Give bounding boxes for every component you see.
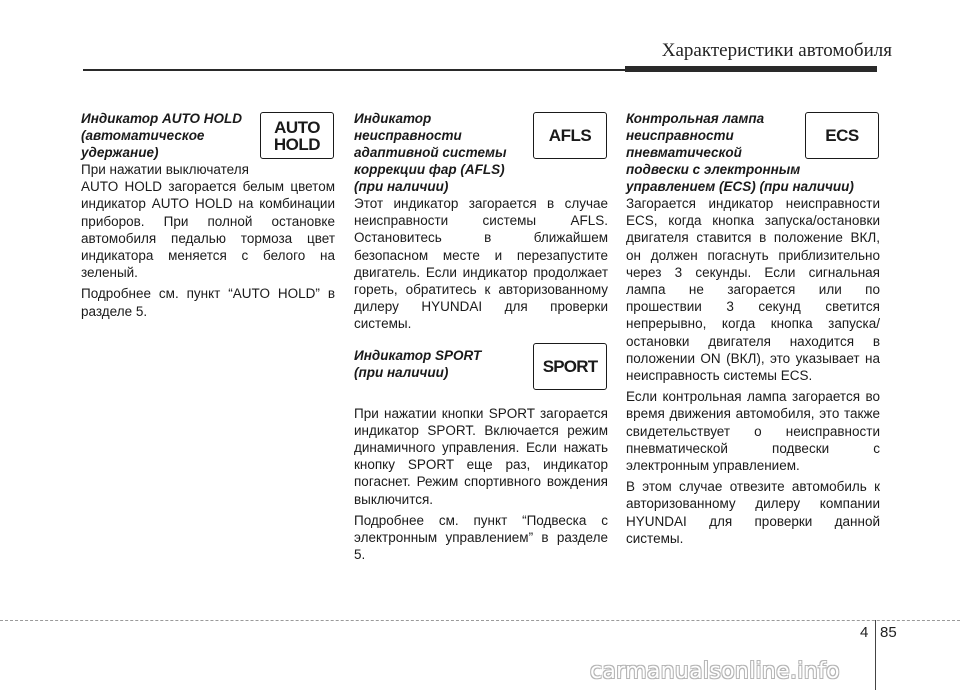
column-1 [81,110,335,324]
auto-hold-indicator-icon [260,112,334,159]
watermark-text: carmanualsonline.info [590,659,840,684]
header-rule [83,69,625,71]
section-ecs [626,110,880,547]
afls-title: Индикатор неисправности адаптивной системы коррекции фар (AFLS) (при наличии) [354,111,507,194]
page-header-title: Характеристики автомобиля [661,40,892,61]
auto-hold-badge-text: AUTO HOLD [273,117,321,154]
chapter-number: 4 [860,624,869,641]
sport-paragraph-1: При нажатии кнопки SPORT загорается индикатор SPORT. Включается режим динамичного управления. Если нажать кнопку SPORT еще раз, индикатор погаснет. Режим спортивного вождения выключится. [354,405,608,507]
footer-dashed-rule [0,620,960,621]
sport-badge-text: SPORT [542,356,598,376]
page-number-separator [875,620,876,690]
header-bar [625,66,877,72]
section-auto-hold [81,110,335,320]
column-2 [354,110,608,567]
page-number: 85 [880,624,897,641]
auto-hold-title: Индикатор AUTO HOLD (автоматическое удержание) [81,111,243,160]
sport-indicator-icon [533,343,607,390]
ecs-paragraph-1: Загорается индикатор неисправности ECS, когда кнопка запуска/остановки двигателя ставится в положение ВКЛ, он должен погаснуть приблизительно через 3 секунды. Если сигнальная лампа не загорается или по прошествии 3 секунд светится непрерывно, когда кнопка запуска/остановки двигателя находится в положении ON (ВКЛ), это указывает на неисправность системы ECS. [626,196,880,384]
ecs-paragraph-3: В этом случае отвезите автомобиль к авторизованному дилеру компании HYUNDAI для проверки данной системы. [626,479,880,546]
ecs-indicator-icon [805,112,879,159]
auto-hold-paragraph-2: Подробнее см. пункт “AUTO HOLD” в разделе 5. [81,286,335,319]
ecs-title: Контрольная лампа неисправности пневматической подвески с электронным управлением (ECS) (при наличии) [626,111,854,194]
column-3 [626,110,880,551]
ecs-badge-text: ECS [825,125,859,145]
auto-hold-paragraph-1: При нажатии выключателя AUTO HOLD загорается белым цветом индикатор AUTO HOLD на комбинации приборов. При полной остановке автомобиля педалью тормоза цвет индикатора меняется с белого на зеленый. [81,162,335,281]
afls-badge-text: AFLS [548,125,592,145]
afls-paragraph-1: Этот индикатор загорается в случае неисправности системы AFLS. Остановитесь в ближайшем безопасном месте и перезапустите двигатель. Если индикатор продолжает гореть, обратитесь к авторизованному дилеру HYUNDAI для проверки системы. [354,196,608,332]
section-afls [354,110,608,333]
sport-paragraph-2: Подробнее см. пункт “Подвеска с электронным управлением” в разделе 5. [354,512,608,563]
ecs-paragraph-2: Если контрольная лампа загорается во время движения автомобиля, это также свидетельствует о неисправности пневматической подвески с электронным управлением. [626,389,880,474]
sport-title: Индикатор SPORT (при наличии) [354,347,482,380]
afls-indicator-icon [533,112,607,159]
section-sport [354,347,608,564]
